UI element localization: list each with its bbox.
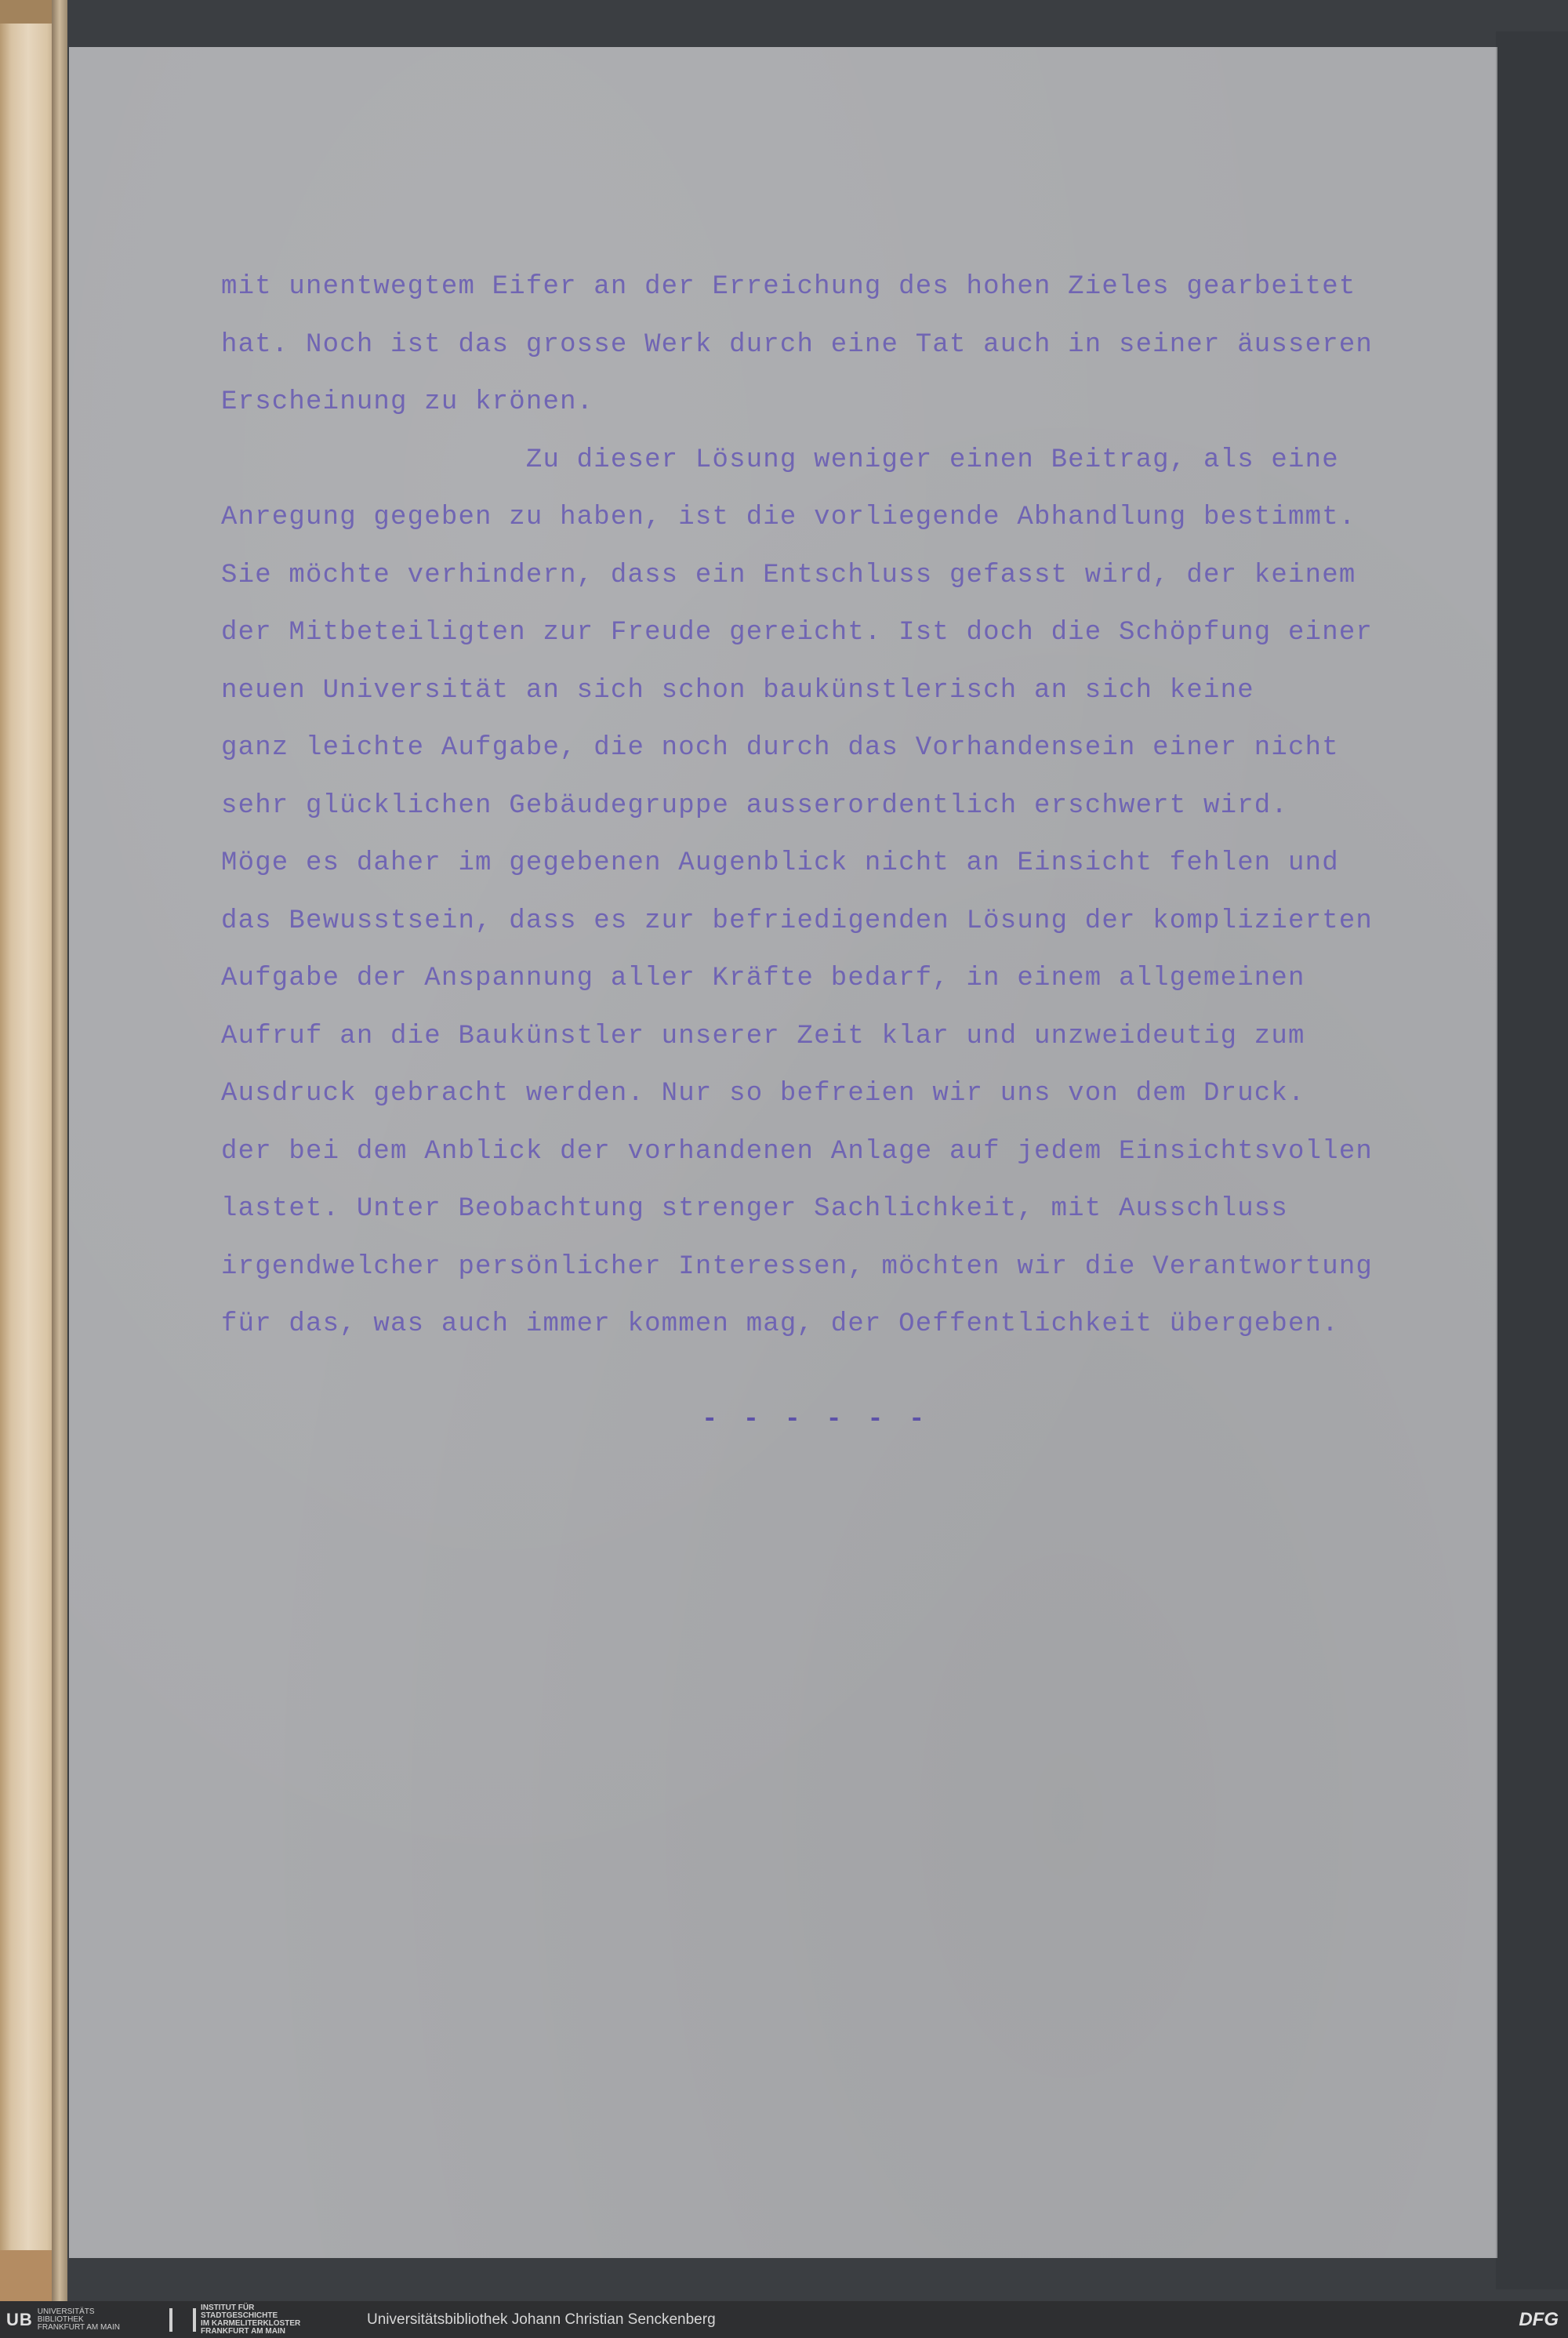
text-line: Erscheinung zu krönen. bbox=[221, 387, 594, 417]
text-line: das Bewusstsein, dass es zur befriedigenden Lösung der komplizierten bbox=[221, 906, 1374, 936]
institute-logo[interactable] bbox=[169, 2304, 301, 2336]
text-line: für das, was auch immer kommen mag, der Oeffentlichkeit übergeben. bbox=[221, 1309, 1339, 1339]
text-line: neuen Universität an sich schon baukünstlerisch an sich keine bbox=[221, 675, 1254, 706]
text-line: lastet. Unter Beobachtung strenger Sachlichkeit, mit Ausschluss bbox=[221, 1194, 1289, 1224]
typed-text-block bbox=[221, 259, 1413, 1354]
text-line: Ausdruck gebracht werden. Nur so befreien wir uns von dem Druck. bbox=[221, 1079, 1305, 1109]
binder-edge bbox=[52, 0, 67, 2301]
text-line: sehr glücklichen Gebäudegruppe ausserordentlich erschwert wird. bbox=[221, 790, 1289, 821]
text-line: hat. Noch ist das grosse Werk durch eine Tat auch in seiner äusseren bbox=[221, 329, 1374, 360]
scan-background-strip bbox=[1496, 31, 1568, 2289]
text-line: der bei dem Anblick der vorhandenen Anlage auf jedem Einsichtsvollen bbox=[221, 1136, 1374, 1167]
text-line: Sie möchte verhindern, dass ein Entschluss gefasst wird, der keinem bbox=[221, 560, 1356, 590]
footer-bar bbox=[0, 2301, 1568, 2338]
text-line: Möge es daher im gegebenen Augenblick nicht an Einsicht fehlen und bbox=[221, 848, 1339, 878]
text-line: der Mitbeteiligten zur Freude gereicht. Ist doch die Schöpfung einer bbox=[221, 618, 1374, 648]
text-line: ganz leichte Aufgabe, die noch durch das Vorhandensein einer nicht bbox=[221, 733, 1339, 763]
ub-logo[interactable] bbox=[6, 2307, 120, 2333]
binder-bottom-cap bbox=[0, 2250, 60, 2301]
text-line: Zu dieser Lösung weniger einen Beitrag, als eine bbox=[221, 445, 1339, 475]
library-title: Universitätsbibliothek Johann Christian Senckenberg bbox=[367, 2311, 716, 2328]
text-line: Anregung gegeben zu haben, ist die vorliegende Abhandlung bestimmt. bbox=[221, 503, 1356, 532]
text-line: Aufruf an die Baukünstler unserer Zeit klar und unzweideutig zum bbox=[221, 1021, 1305, 1051]
institute-icon bbox=[169, 2308, 196, 2332]
text-line: mit unentwegtem Eifer an der Erreichung des hohen Zieles gearbeitet bbox=[221, 272, 1356, 302]
ub-name: UNIVERSITÄTS BIBLIOTHEK FRANKFURT AM MAIN bbox=[37, 2307, 120, 2332]
institute-name: INSTITUT FÜR STADTGESCHICHTE IM KARMELITERKLOSTER FRANKFURT AM MAIN bbox=[201, 2304, 301, 2336]
section-separator: - - - - - - bbox=[702, 1405, 930, 1435]
text-line: Aufgabe der Anspannung aller Kräfte bedarf, in einem allgemeinen bbox=[221, 964, 1305, 993]
dfg-logo[interactable]: DFG bbox=[1519, 2309, 1559, 2330]
text-line: irgendwelcher persönlicher Interessen, möchten wir die Verantwortung bbox=[221, 1251, 1374, 1282]
ub-mark: UB bbox=[6, 2310, 33, 2329]
